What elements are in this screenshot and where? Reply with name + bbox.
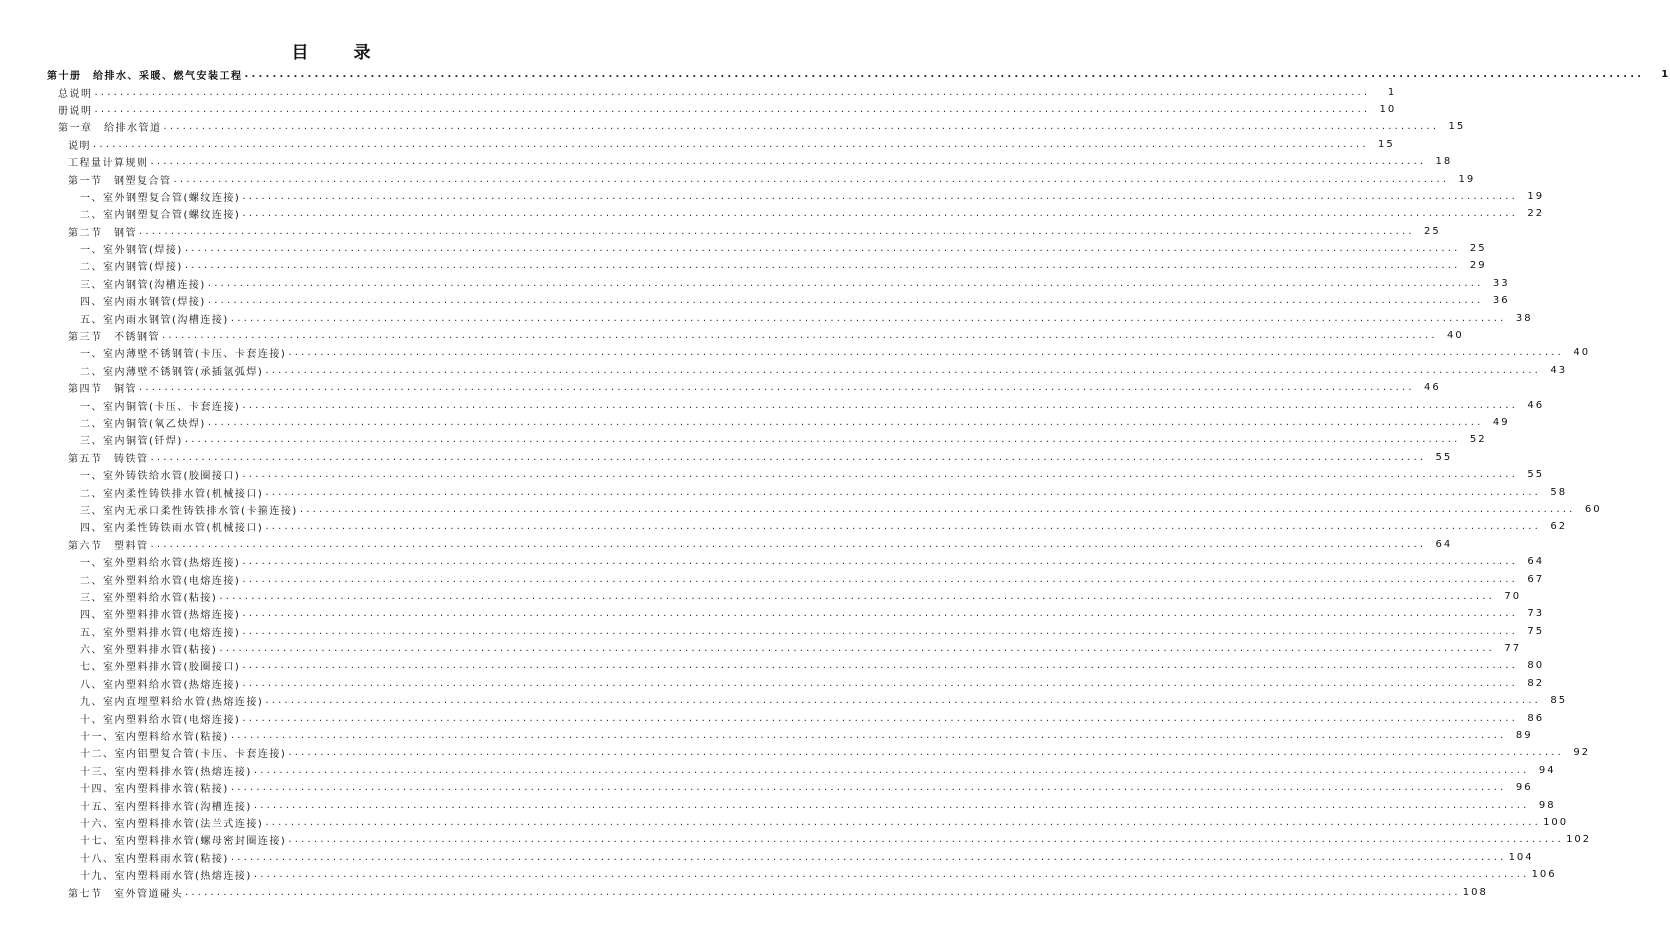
toc-entry-label: 六、室外塑料排水管(粘接) (80, 645, 218, 657)
toc-entry[interactable] (0, 796, 1556, 813)
dot-leader: ........................................................................................................................................................................................................ (219, 643, 1496, 655)
toc-entry-page-number: 46 (1527, 399, 1545, 411)
toc-entry[interactable] (0, 831, 1592, 848)
dot-leader: ........................................................................................................................................................................................................ (242, 677, 1519, 689)
dot-leader: ........................................................................................................................................................................................................ (207, 417, 1484, 428)
toc-entry-page-number: 1 (1387, 86, 1397, 98)
toc-entry[interactable] (0, 466, 1545, 483)
toc-entry-label: 十九、室内塑料雨水管(热熔连接) (80, 871, 252, 883)
toc-entry-label: 第五节 铸铁管 (68, 453, 149, 465)
toc-entry-page-number: 55 (1527, 469, 1545, 481)
toc-entry-page-number: 64 (1527, 556, 1545, 568)
dot-leader: ........................................................................................................................................................................................................ (150, 156, 1427, 168)
toc-entry[interactable] (0, 275, 1510, 292)
dot-leader: ........................................................................................................................................................................................................ (94, 103, 1371, 115)
dot-leader: ........................................................................................................................................................................................................ (253, 869, 1530, 881)
toc-entry-label: 十八、室内塑料雨水管(粘接) (80, 853, 229, 865)
toc-entry-label: 三、室外塑料给水管(粘接) (80, 592, 218, 604)
toc-entry-page-number: 104 (1508, 851, 1534, 863)
toc-entry[interactable] (0, 449, 1453, 466)
dot-leader: ........................................................................................................................................................................................................ (150, 538, 1427, 550)
toc-entry-label: 第三节 不锈钢管 (68, 332, 160, 344)
toc-entry-label: 十六、室内塑料排水管(法兰式连接) (80, 818, 264, 830)
toc-entry[interactable] (0, 431, 1487, 448)
dot-leader: ........................................................................................................................................................................................................ (184, 260, 1461, 272)
toc-entry-page-number: 96 (1515, 782, 1533, 794)
dot-leader: ........................................................................................................................................................................................................ (242, 625, 1519, 637)
toc-entry[interactable] (0, 362, 1568, 379)
dot-leader: ........................................................................................................................................................................................................ (207, 295, 1484, 307)
toc-entry[interactable] (0, 866, 1557, 883)
toc-entry[interactable] (0, 588, 1522, 605)
dot-leader: ........................................................................................................................................................................................................ (265, 521, 1542, 533)
toc-entry-label: 第四节 铜管 (68, 384, 137, 396)
dot-leader: ........................................................................................................................................................................................................ (265, 816, 1542, 828)
toc-entry[interactable] (0, 709, 1545, 726)
toc-entry-label: 总说明 (58, 88, 93, 100)
toc-entry-label: 三、室内钢管(沟槽连接) (80, 279, 206, 291)
toc-entry[interactable] (0, 536, 1453, 553)
dot-leader: ........................................................................................................................................................................................................ (265, 364, 1542, 376)
dot-leader: ........................................................................................................................................................................................................ (139, 225, 1415, 237)
toc-entry-label: 五、室外塑料排水管(电熔连接) (80, 627, 241, 639)
toc-entry[interactable] (0, 657, 1545, 674)
toc-entry-page-number: 70 (1504, 590, 1522, 602)
toc-entry-label: 四、室内雨水钢管(焊接) (80, 297, 206, 309)
toc-entry[interactable] (0, 83, 1397, 100)
toc-entry[interactable] (0, 205, 1545, 222)
toc-entry[interactable] (0, 570, 1545, 587)
toc-entry[interactable] (0, 223, 1441, 240)
toc-entry[interactable] (0, 396, 1545, 413)
dot-leader: ........................................................................................................................................................................................................ (288, 834, 1565, 846)
dot-leader: ........................................................................................................................................................................................................ (265, 486, 1542, 498)
toc-entry-label: 第十册 给排水、采暖、燃气安装工程 (47, 71, 243, 83)
toc-entry-label: 九、室内直埋塑料给水管(热熔连接) (80, 697, 264, 709)
toc-entry-page-number: 58 (1550, 486, 1568, 498)
toc-entry-page-number: 80 (1527, 660, 1545, 672)
dot-leader: ........................................................................................................................................................................................................ (242, 573, 1519, 585)
toc-entry-page-number: 62 (1550, 521, 1568, 533)
toc-entry-label: 第一章 给排水管道 (58, 123, 162, 135)
toc-entry-page-number: 40 (1573, 347, 1591, 359)
toc-entry-page-number: 18 (1435, 156, 1453, 168)
toc-entry[interactable] (0, 483, 1568, 500)
toc-entry-label: 三、室内无承口柔性铸铁排水管(卡箍连接) (80, 505, 298, 517)
toc-entry-label: 一、室外铸铁给水管(胶圈接口) (80, 471, 241, 483)
dot-leader: ........................................................................................................................................................................................................ (230, 312, 1507, 324)
dot-leader: ........................................................................................................................................................................................................ (253, 764, 1530, 776)
toc-entry-label: 一、室内铜管(卡压、卡套连接) (80, 401, 241, 413)
toc-entry-page-number: 49 (1492, 417, 1510, 428)
toc-entry-label: 一、室外塑料给水管(热熔连接) (80, 558, 241, 570)
toc-entry-label: 四、室内柔性铸铁雨水管(机械接口) (80, 523, 264, 535)
toc-entry-page-number: 92 (1573, 747, 1591, 759)
toc-entry-page-number: 38 (1515, 312, 1533, 324)
toc-entry[interactable] (0, 675, 1545, 692)
toc-entry-label: 工程量计算规则 (68, 158, 149, 170)
toc-entry-page-number: 64 (1435, 538, 1453, 550)
dot-leader: ........................................................................................................................................................................................................ (242, 660, 1519, 672)
toc-entry-label: 三、室内铜管(钎焊) (80, 436, 183, 448)
dot-leader: ........................................................................................................................................................................................................ (184, 434, 1461, 446)
dot-leader: ........................................................................................................................................................................................................ (242, 399, 1519, 411)
toc-entry[interactable] (0, 344, 1591, 361)
toc-entry-page-number: 85 (1550, 695, 1568, 707)
toc-entry-label: 第七节 室外管道碰头 (68, 888, 183, 900)
toc-entry-label: 二、室内铜管(氧乙炔焊) (80, 419, 206, 430)
toc-entry-page-number: 94 (1538, 764, 1556, 776)
dot-leader: ........................................................................................................................................................................................................ (139, 382, 1415, 394)
toc-entry-label: 五、室内雨水钢管(沟槽连接) (80, 314, 229, 326)
toc-entry-page-number: 36 (1492, 295, 1510, 307)
toc-entry-page-number: 10 (1379, 103, 1397, 115)
toc-entry-label: 一、室外钢管(焊接) (80, 245, 183, 257)
dot-leader: ........................................................................................................................................................................................................ (230, 730, 1507, 742)
dot-leader: ........................................................................................................................................................................................................ (299, 503, 1576, 515)
toc-entry-label: 十七、室内塑料排水管(螺母密封圈连接) (80, 836, 287, 848)
toc-entry-label: 二、室内钢管(焊接) (80, 262, 183, 274)
toc-entry-label: 第二节 钢管 (68, 227, 137, 239)
toc-entry-page-number: 75 (1527, 625, 1545, 637)
dot-leader: ........................................................................................................................................................................................................ (230, 851, 1507, 863)
toc-entry-page-number: 19 (1458, 173, 1476, 185)
toc-entry[interactable] (0, 153, 1453, 170)
toc-entry-label: 二、室内柔性铸铁排水管(机械接口) (80, 488, 264, 500)
toc-entry-label: 第六节 塑料管 (68, 540, 149, 552)
toc-entry-label: 四、室外塑料排水管(热熔连接) (80, 610, 241, 622)
toc-entry-page-number: 55 (1435, 451, 1453, 463)
table-of-contents (0, 66, 1670, 901)
toc-entry[interactable] (0, 692, 1568, 709)
toc-entry[interactable] (0, 553, 1545, 570)
toc-entry-page-number: 73 (1527, 608, 1545, 620)
toc-entry-label: 十二、室内铝塑复合管(卡压、卡套连接) (80, 749, 287, 761)
dot-leader: ........................................................................................................................................................................................................ (242, 190, 1519, 202)
toc-entry[interactable] (0, 883, 1488, 900)
toc-entry-page-number: 25 (1424, 225, 1441, 237)
page-title: 目 录 (291, 43, 385, 63)
toc-entry-page-number: 60 (1584, 503, 1602, 515)
toc-entry[interactable] (0, 101, 1397, 118)
dot-leader: ........................................................................................................................................................................................................ (242, 608, 1519, 620)
toc-entry-label: 十三、室内塑料排水管(热熔连接) (80, 766, 252, 778)
toc-entry[interactable] (0, 309, 1533, 326)
toc-entry-page-number: 46 (1424, 382, 1441, 394)
toc-entry-page-number: 98 (1538, 799, 1556, 811)
toc-entry-label: 一、室内薄壁不锈钢管(卡压、卡套连接) (80, 349, 287, 361)
toc-entry[interactable] (0, 414, 1510, 431)
toc-entry[interactable] (0, 136, 1395, 153)
toc-entry[interactable] (0, 779, 1533, 796)
toc-entry[interactable] (0, 605, 1545, 622)
toc-entry-page-number: 15 (1448, 121, 1466, 133)
toc-entry[interactable] (0, 640, 1522, 657)
dot-leader: ........................................................................................................................................................................................................ (253, 799, 1530, 811)
toc-entry[interactable] (0, 292, 1510, 309)
toc-entry-page-number: 100 (1543, 816, 1569, 828)
dot-leader: ........................................................................................................................................................................................................ (265, 695, 1542, 707)
toc-entry-page-number: 86 (1527, 712, 1545, 724)
toc-entry-page-number: 67 (1527, 573, 1545, 585)
toc-entry-label: 十四、室内塑料排水管(粘接) (80, 784, 229, 796)
toc-entry-page-number: 106 (1531, 869, 1557, 881)
dot-leader: ........................................................................................................................................................................................................ (242, 469, 1519, 481)
toc-entry[interactable] (0, 379, 1441, 396)
toc-entry[interactable] (0, 518, 1568, 535)
toc-entry-page-number: 89 (1515, 730, 1533, 742)
toc-entry-page-number: 102 (1566, 834, 1592, 846)
dot-leader: ........................................................................................................................................................................................................ (288, 747, 1565, 759)
dot-leader: ........................................................................................................................................................................................................ (185, 886, 1461, 898)
toc-entry-label: 十一、室内塑料给水管(粘接) (80, 732, 229, 744)
toc-entry-page-number: 19 (1527, 190, 1545, 202)
toc-entry-label: 七、室外塑料排水管(胶圈接口) (80, 662, 241, 674)
dot-leader: ........................................................................................................................................................................................................ (230, 782, 1507, 794)
toc-entry[interactable] (0, 170, 1476, 187)
toc-entry-page-number: 15 (1378, 138, 1395, 150)
toc-entry-page-number: 33 (1492, 277, 1510, 289)
dot-leader: ........................................................................................................................................................................................................ (207, 277, 1484, 289)
toc-entry-label: 八、室内塑料给水管(热熔连接) (80, 679, 241, 691)
toc-entry-page-number: 43 (1550, 364, 1568, 376)
toc-entry-label: 二、室内钢塑复合管(螺纹连接) (80, 210, 241, 222)
toc-entry[interactable] (0, 66, 1670, 83)
toc-entry-page-number: 22 (1527, 208, 1545, 220)
dot-leader: ........................................................................................................................................................................................................ (162, 330, 1438, 342)
toc-entry-label: 一、室外钢塑复合管(螺纹连接) (80, 192, 241, 204)
dot-leader: ........................................................................................................................................................................................................ (242, 712, 1519, 724)
toc-entry-label: 十五、室内塑料排水管(沟槽连接) (80, 801, 252, 813)
toc-entry-page-number: 25 (1469, 243, 1487, 255)
toc-entry-label: 册说明 (58, 105, 93, 117)
dot-leader: ........................................................................................................................................................................................................ (94, 86, 1371, 98)
toc-entry-page-number: 40 (1447, 330, 1464, 342)
toc-entry[interactable] (0, 623, 1545, 640)
toc-entry[interactable] (0, 327, 1464, 344)
dot-leader: ........................................................................................................................................................................................................ (150, 451, 1427, 463)
dot-leader: ........................................................................................................................................................................................................ (242, 208, 1519, 220)
dot-leader: ........................................................................................................................................................................................................ (219, 590, 1496, 602)
toc-entry-label: 第一节 钢塑复合管 (68, 175, 172, 187)
dot-leader: ........................................................................................................................................................................................................ (163, 121, 1440, 133)
toc-entry-page-number: 52 (1469, 434, 1487, 446)
dot-leader: ........................................................................................................................................................................................................ (288, 347, 1565, 359)
toc-entry[interactable] (0, 814, 1569, 831)
toc-entry[interactable] (0, 118, 1466, 135)
toc-entry[interactable] (0, 744, 1591, 761)
toc-entry-page-number: 29 (1469, 260, 1487, 272)
dot-leader: ........................................................................................................................................................................................................ (184, 243, 1461, 255)
toc-entry-label: 二、室内薄壁不锈钢管(承插氩弧焊) (80, 366, 264, 378)
dot-leader: ........................................................................................................................................................................................................ (93, 138, 1369, 150)
toc-entry[interactable] (0, 501, 1602, 518)
toc-entry-label: 十、室内塑料给水管(电熔连接) (80, 714, 241, 726)
toc-entry-label: 二、室外塑料给水管(电熔连接) (80, 575, 241, 587)
dot-leader: ........................................................................................................................................................................................................ (173, 173, 1450, 185)
dot-leader: ........................................................................................................................................................................................................ (244, 69, 1645, 81)
toc-entry-page-number: 82 (1527, 677, 1545, 689)
toc-entry[interactable] (0, 849, 1534, 866)
toc-entry[interactable] (0, 240, 1487, 257)
toc-entry-page-number: 108 (1462, 886, 1488, 898)
dot-leader: ........................................................................................................................................................................................................ (242, 556, 1519, 568)
toc-entry-page-number: 1 (1661, 69, 1670, 81)
toc-entry[interactable] (0, 188, 1545, 205)
toc-entry-label: 说明 (68, 140, 91, 152)
toc-entry[interactable] (0, 257, 1487, 274)
toc-entry[interactable] (0, 727, 1533, 744)
toc-entry-page-number: 77 (1504, 643, 1522, 655)
toc-entry[interactable] (0, 762, 1556, 779)
